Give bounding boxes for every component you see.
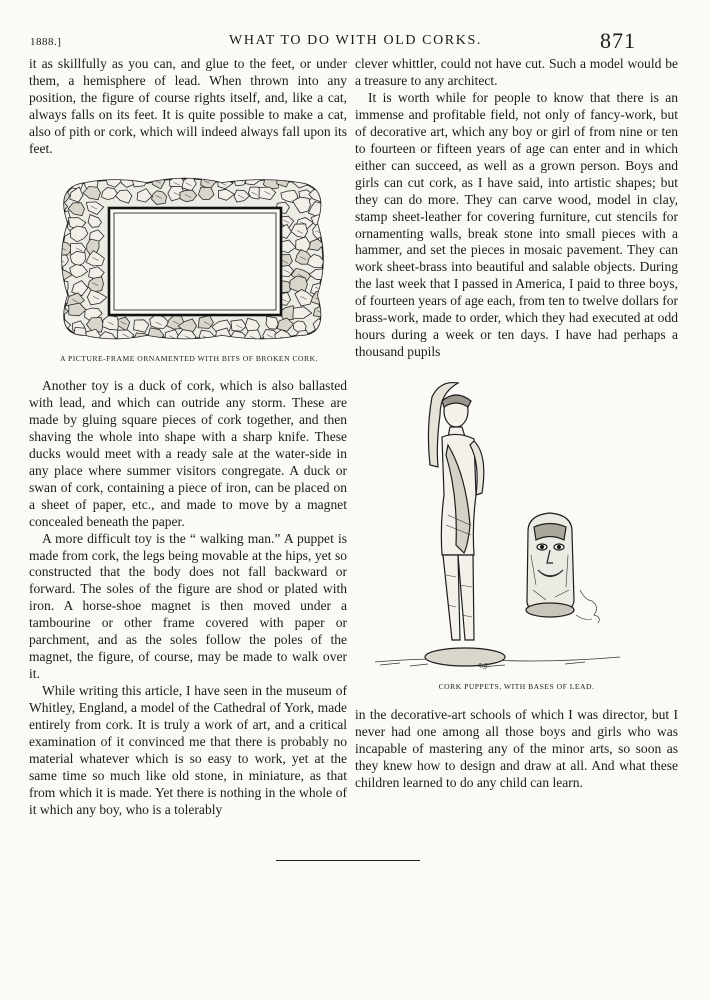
- cork-puppets-illustration: [370, 375, 635, 675]
- paragraph: While writing this article, I have seen in the museum of Whitley, England, a model of the Cathedral of York, made entirely from cork. It is truly a work of art, and a critical examination of it convinced me that there is probably no material whatever which is so easy to work, yet at the same time so much like old stone, in miniature, as that from which it is made. Yet there is nothing in the whole of it which any boy, who is a tolerably: [29, 683, 347, 817]
- tall-puppet-figure: [425, 383, 505, 666]
- right-column-top: [355, 56, 678, 361]
- left-column-top: [29, 56, 347, 158]
- figure-caption-puppets: CORK PUPPETS, WITH BASES OF LEAD.: [438, 682, 595, 691]
- picture-frame-illustration: [55, 175, 330, 342]
- paragraph: Another toy is a duck of cork, which is also ballasted with lead, and which can outride any storm. These are made by gluing square pieces of cork together, and then shaving the whole into shape with a sharp knife. These ducks would meet with a ready sale at the water-side in any place where summer visitors congregate. A duck or swan of cork, containing a piece of iron, can be placed on a sheet of paper, etc., and made to move by a magnet concealed beneath the paper.: [29, 378, 347, 529]
- end-of-article-rule: [276, 860, 420, 861]
- face-puppet-figure: [526, 513, 574, 617]
- paragraph: A more difficult toy is the “ walking man.” A puppet is made from cork, the legs being movable at the hips, yet so constructed that the body does not fall backward or forward. The soles of the figure are shod or plated with iron. A horse-shoe magnet is then moved under a tambourine or other frame covered with paper or parchment, and as the soles follow the poles of the magnet, the figure, of course, may be made to walk over it.: [29, 530, 347, 682]
- left-column-bottom: [29, 378, 347, 819]
- paragraph: clever whittler, could not have cut. Such a model would be a treasure to any architect.: [355, 56, 678, 88]
- artist-signature: e.g.: [478, 660, 490, 669]
- page-number: 871: [600, 28, 636, 53]
- running-head-title: WHAT TO DO WITH OLD CORKS.: [229, 33, 482, 48]
- running-head-date: 1888.]: [30, 36, 62, 48]
- paragraph: in the decorative-art schools of which I was director, but I never had one among all those boys and girls who was incapable of mastering any of the minor arts, so soon as they knew how to design and draw at all. And what these children learned to do any child can learn.: [355, 707, 678, 790]
- figure-caption-frame: A PICTURE-FRAME ORNAMENTED WITH BITS OF BROKEN CORK.: [60, 354, 318, 363]
- paragraph: It is worth while for people to know that there is an immense and profitable field, not only of fancy-work, but of decorative art, which any boy or girl of from nine or ten to fourteen or fifteen years of age can enter and in which either can succeed, as well as a grown person. Boys and girls can cut cork, as I have said, into artistic shapes; but they can do more. They can carve wood, model in clay, stamp sheet-leather for covering furniture, cut stencils for ornamenting walls, break stone into small pieces with a hammer, and set the pieces in mosaic pavement. They can work sheet-brass into beautiful and salable objects. During the last week that I passed in America, I paid to three boys, of fourteen years of age each, from ten to twelve dollars for brass-work, made to order, which they had executed at odd hours during a week or ten days. I have had perhaps a thousand pupils: [355, 89, 678, 360]
- paragraph: it as skillfully as you can, and glue to the feet, or under them, a hemisphere of lead. When thrown into any position, the figure of course rights itself, and, like a cat, always falls on its feet. It is quite possible to make a cat, also of pith or cork, which will indeed always fall upon its feet.: [29, 56, 347, 156]
- right-column-bottom: [355, 707, 678, 792]
